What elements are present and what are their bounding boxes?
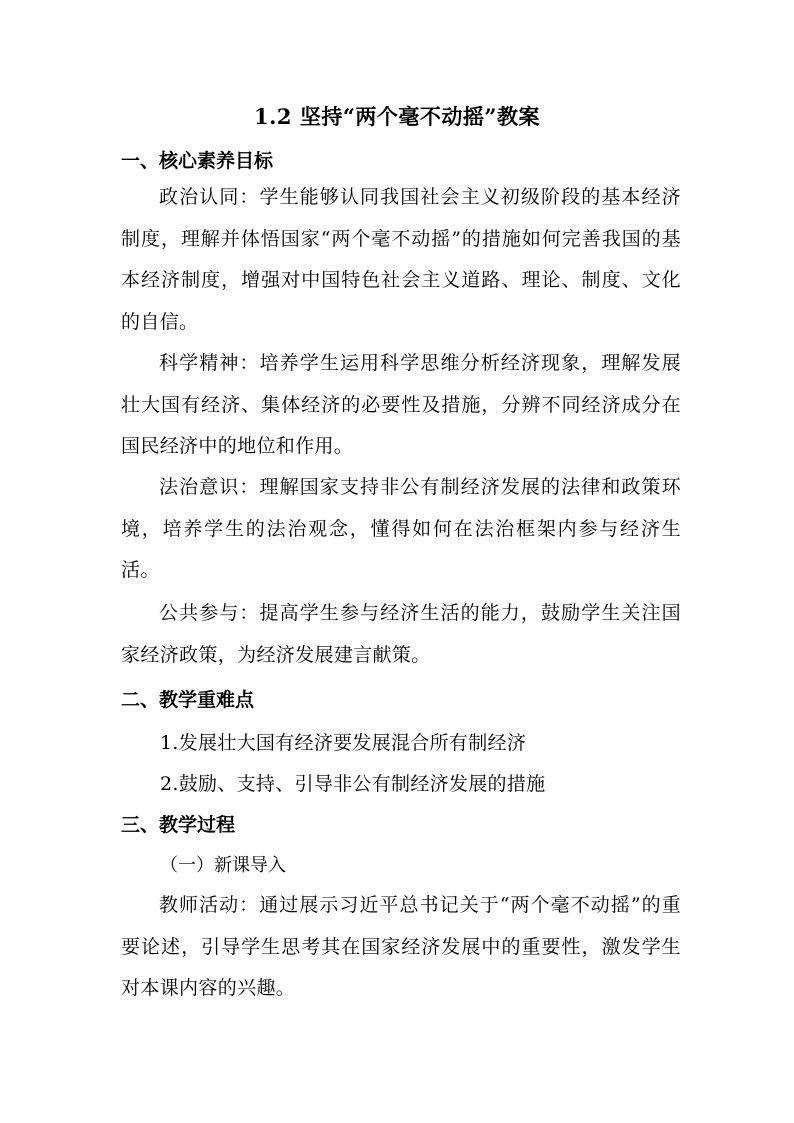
paragraph-rule-of-law: 法治意识：理解国家支持非公有制经济发展的法律和政策环境，培养学生的法治观念，懂得如何在法治框架内参与经济生活。 [121,476,681,581]
paragraph-scientific-spirit: 科学精神：培养学生运用科学思维分析经济现象，理解发展壮大国有经济、集体经济的必要性及措施，分辨不同经济成分在国民经济中的地位和作用。 [121,352,681,457]
paragraph-teacher-activity: 教师活动：通过展示习近平总书记关于“两个毫不动摇”的重要论述，引导学生思考其在国家经济发展中的重要性，激发学生对本课内容的兴趣。 [121,894,681,999]
paragraph-public-participation: 公共参与：提高学生参与经济生活的能力，鼓励学生关注国家经济政策，为经济发展建言献策。 [121,602,681,666]
key-point-item: 1.发展壮大国有经济要发展混合所有制经济 [160,732,527,754]
key-point-item: 2.鼓励、支持、引导非公有制经济发展的措施 [160,773,546,795]
section-heading-key-points: 二、教学重难点 [121,689,255,711]
section-heading-objectives: 一、核心素养目标 [121,150,274,172]
paragraph-political-identity: 政治认同：学生能够认同我国社会主义初级阶段的基本经济制度，理解并体悟国家“两个毫不动摇”的措施如何完善我国的基本经济制度，增强对中国特色社会主义道路、理论、制度、文化的自信。 [121,186,681,333]
subsection-heading-intro: （一）新课导入 [160,855,286,876]
document-title: 1.2 坚持“两个毫不动摇”教案 [253,104,540,129]
section-heading-process: 三、教学过程 [121,814,236,836]
